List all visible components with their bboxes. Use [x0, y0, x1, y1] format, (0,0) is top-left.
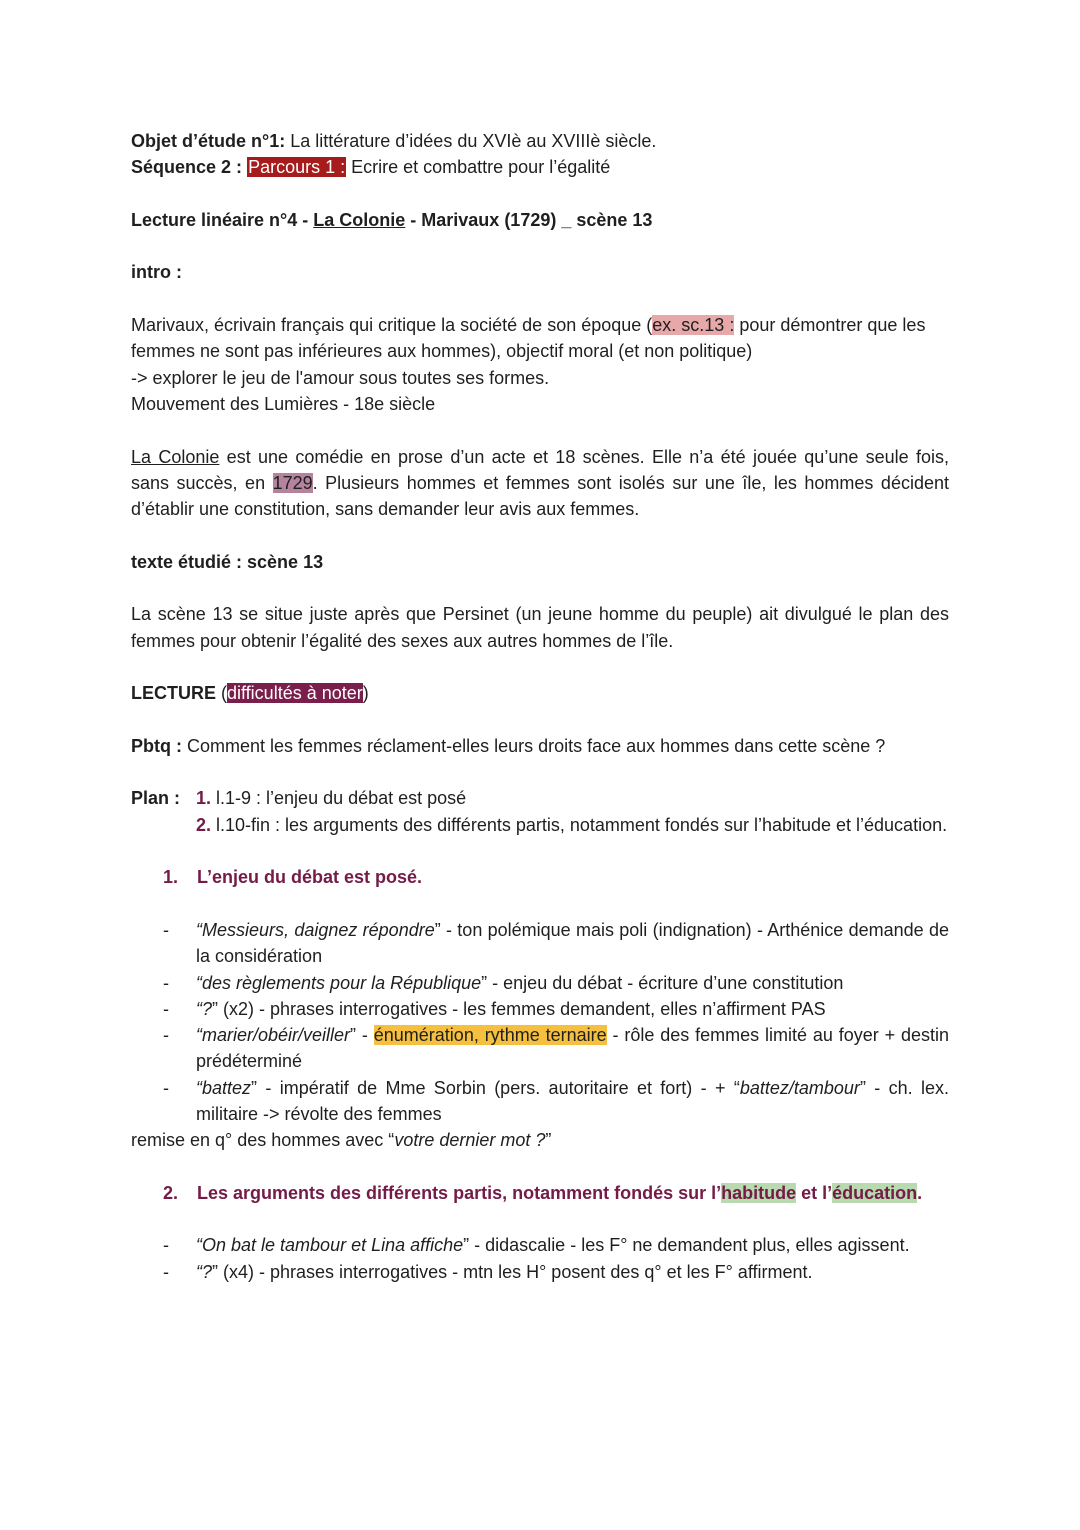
plan-item-text: l.10-fin : les arguments des différents partis, notamment fondés sur l’habitude et l’éducation.	[211, 814, 948, 835]
analysis-text: ” - enjeu du débat - écriture d’une constitution	[481, 972, 844, 993]
sequence-text: Ecrire et combattre pour l’égalité	[346, 157, 611, 178]
section-number: 1.	[163, 867, 179, 888]
plan-item-number: 1.	[196, 788, 212, 809]
example-highlight: ex. sc.13 :	[652, 315, 735, 336]
lecture-open: (	[216, 683, 227, 704]
quote: “?	[196, 998, 213, 1019]
quote: “Messieurs, daignez répondre	[196, 919, 435, 940]
list-item: - “battez” - impératif de Mme Sorbin (pers. autoritaire et fort) - + “battez/tambour” - ch. lex. militaire -> révolte des femmes	[163, 1077, 949, 1124]
list-item: - “des règlements pour la République” - enjeu du débat - écriture d’une constitution	[163, 972, 844, 993]
plan-item-text: l.1-9 : l’enjeu du débat est posé	[211, 788, 467, 809]
plan-label: Plan :	[131, 788, 181, 809]
quote: “?	[196, 1261, 213, 1282]
title-prefix: Lecture linéaire n°4 -	[131, 209, 314, 230]
list-item: - “marier/obéir/veiller” - énumération, rythme ternaire - rôle des femmes limité au foyer + destin prédéterminé	[163, 1025, 950, 1072]
list-item: - “On bat le tambour et Lina affiche” - didascalie - les F° ne demandent plus, elles agissent.	[163, 1235, 910, 1256]
section-title: Les arguments des différents partis, notamment fondés sur l’	[197, 1182, 722, 1203]
list-item: - “?” (x2) - phrases interrogatives - les femmes demandent, elles n’affirment PAS	[163, 998, 826, 1019]
year-highlight: 1729	[272, 472, 313, 493]
intro-p2-work: La Colonie	[131, 446, 220, 467]
document-page	[131, 128, 949, 1285]
analysis-text: ” - ch. lex. militaire -> révolte des femmes	[196, 1077, 949, 1124]
lecture-label: LECTURE	[131, 683, 216, 704]
section-1-conclusion	[131, 1127, 949, 1153]
conclusion-text: remise en q° des hommes avec “	[131, 1130, 395, 1151]
intro-paragraph-2	[131, 444, 949, 523]
quote: “marier/obéir/veiller	[196, 1025, 351, 1046]
texte-heading: texte étudié : scène 13	[131, 551, 324, 572]
enumeration-highlight: énumération, rythme ternaire	[373, 1025, 607, 1046]
quote: battez/tambour	[739, 1077, 860, 1098]
section-1-list	[131, 917, 949, 1127]
analysis-text: - rôle des femmes limité au foyer + destin prédéterminé	[196, 1025, 950, 1072]
conclusion-text-end: ”	[545, 1130, 552, 1151]
objet-label: Objet d’étude n°1:	[131, 131, 286, 151]
intro-line-mouvement: Mouvement des Lumières - 18e siècle	[131, 393, 436, 414]
intro-line-explorer: -> explorer le jeu de l'amour sous toutes ses formes.	[131, 367, 550, 388]
list-item: - “?” (x4) - phrases interrogatives - mtn les H° posent des q° et les F° affirment.	[163, 1261, 813, 1282]
objet-text: La littérature d’idées du XVIè au XVIIIè siècle.	[285, 131, 657, 151]
section-title: L’enjeu du débat est posé.	[197, 867, 423, 888]
quote: “des règlements pour la République	[196, 972, 482, 993]
pbtq-label: Pbtq :	[131, 735, 182, 756]
section-title-end: .	[917, 1182, 923, 1203]
difficultes-highlight: difficultés à noter	[227, 683, 363, 704]
analysis-text: ” -	[350, 1025, 374, 1046]
section-number: 2.	[163, 1182, 179, 1203]
title-work: La Colonie	[313, 209, 406, 230]
plan-item-2	[196, 812, 949, 838]
intro-paragraph-1	[131, 312, 949, 365]
quote: votre dernier mot ?	[394, 1130, 546, 1151]
plan-item-number: 2.	[196, 814, 212, 835]
quote: “battez	[196, 1077, 252, 1098]
document-title	[131, 207, 949, 233]
plan	[131, 785, 949, 838]
section-2-list	[131, 1232, 949, 1285]
section-2-heading	[131, 1180, 949, 1206]
parcours-highlight: Parcours 1 :	[248, 157, 346, 178]
sequence-label: Séquence 2 :	[131, 157, 243, 178]
intro-heading: intro :	[131, 262, 182, 283]
lecture-close: )	[362, 683, 369, 704]
objet-line	[131, 128, 949, 154]
intro-p1-text-end: pour démontrer que les femmes ne sont pas inférieures aux hommes), objectif moral (et non politique)	[131, 315, 926, 362]
intro-p2-text-end: . Plusieurs hommes et femmes sont isolés sur une île, les hommes décident d’établir une constitution, sans demander leur avis aux femmes.	[131, 472, 949, 520]
analysis-text: ” (x2) - phrases interrogatives - les femmes demandent, elles n’affirment PAS	[212, 998, 826, 1019]
analysis-text: ” - ton polémique mais poli (indignation) - Arthénice demande de la considération	[196, 919, 949, 967]
plan-item-1	[196, 785, 949, 811]
section-1-heading	[131, 864, 949, 890]
sequence-line	[131, 154, 949, 180]
list-item: - “Messieurs, daignez répondre” - ton polémique mais poli (indignation) - Arthénice demande de la considération	[163, 919, 949, 967]
analysis-text: ” - didascalie - les F° ne demandent plus, elles agissent.	[463, 1235, 910, 1256]
analysis-text: ” (x4) - phrases interrogatives - mtn les H° posent des q° et les F° affirment.	[212, 1261, 813, 1282]
habitude-highlight: habitude	[721, 1182, 797, 1203]
title-suffix: - Marivaux (1729) _ scène 13	[405, 209, 653, 230]
analysis-text: ” - impératif de Mme Sorbin (pers. autoritaire et fort) - + “	[251, 1077, 740, 1098]
intro-p2-text: est une comédie en prose d’un acte et 18 scènes. Elle n’a été jouée qu’une seule fois, sans succès, en	[131, 446, 949, 493]
section-title-mid: et l’	[796, 1182, 833, 1203]
pbtq-line	[131, 733, 949, 759]
texte-paragraph: La scène 13 se situe juste après que Persinet (un jeune homme du peuple) ait divulgué le plan des femmes pour obtenir l’égalité des sexes aux autres hommes de l’île.	[131, 604, 949, 651]
lecture-line	[131, 680, 949, 706]
pbtq-text: Comment les femmes réclament-elles leurs droits face aux hommes dans cette scène ?	[182, 735, 886, 756]
quote: “On bat le tambour et Lina affiche	[196, 1235, 464, 1256]
intro-p1-text: Marivaux, écrivain français qui critique la société de son époque (	[131, 315, 653, 336]
education-highlight: éducation	[832, 1182, 918, 1203]
